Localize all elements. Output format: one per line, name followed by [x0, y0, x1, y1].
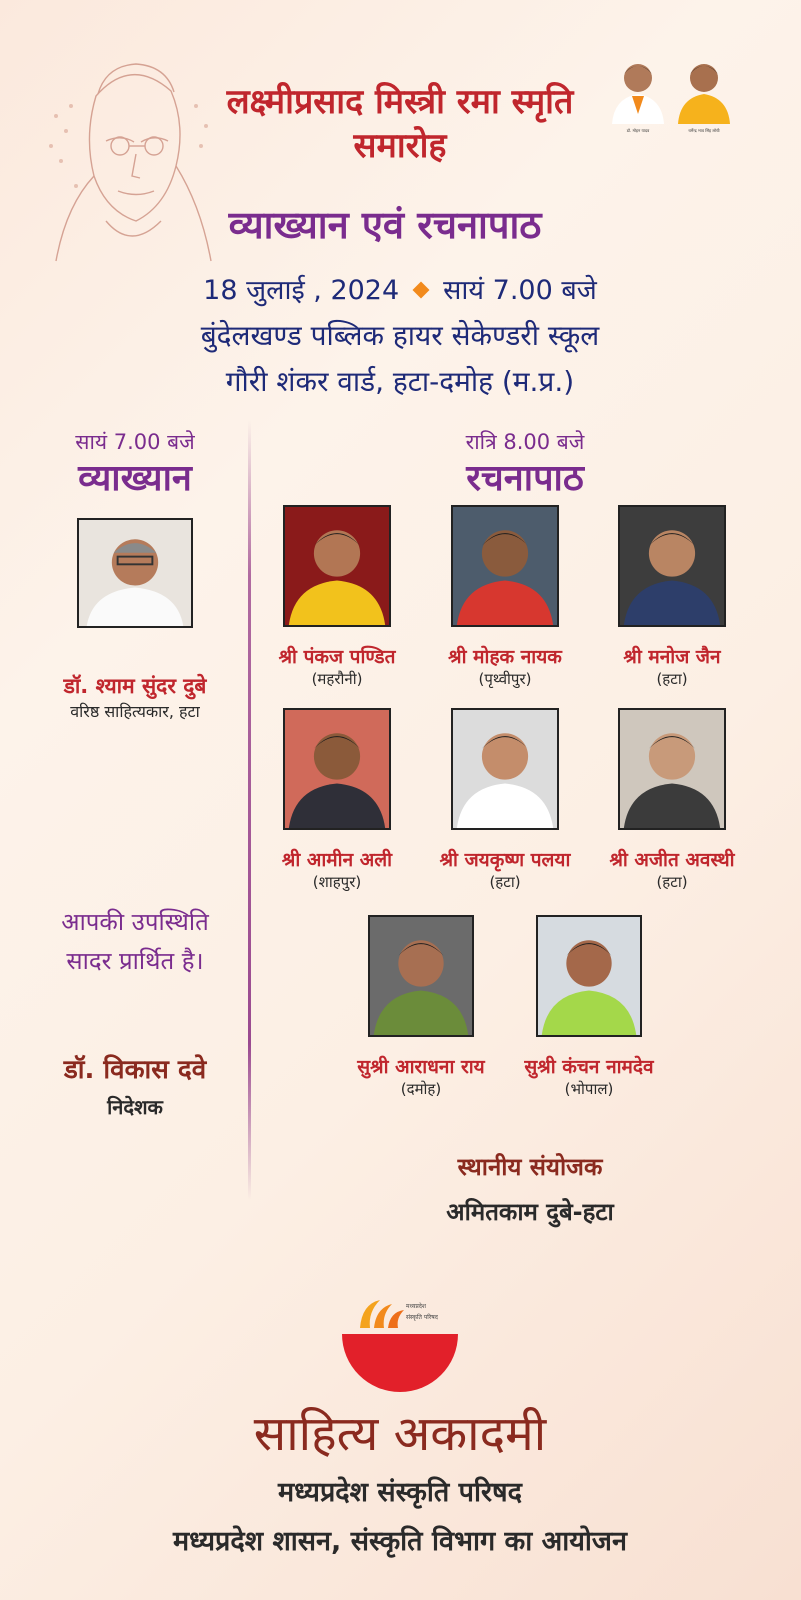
director-role: निदेशक: [107, 1095, 163, 1119]
date-time-line: [100, 270, 700, 307]
venue-line-2: गौरी शंकर वार्ड, हटा-दमोह (म.प्र.): [225, 365, 575, 398]
coordinator-heading: स्थानीय संयोजक: [457, 1153, 603, 1181]
poet-place: (महरौनी): [311, 670, 363, 688]
poet-name: सुश्री आराधना राय: [357, 1056, 485, 1078]
poet-name: सुश्री कंचन नामदेव: [524, 1056, 654, 1078]
poet-place: (हटा): [656, 873, 688, 891]
poet-place: (भोपाल): [564, 1080, 614, 1098]
council-name: मध्यप्रदेश संस्कृति परिषद: [277, 1477, 522, 1508]
recitation-heading: रचनापाठ: [466, 458, 584, 499]
poet-photo: [451, 708, 559, 830]
academy-logo: [340, 1298, 460, 1398]
invitation-line-2: सादर प्रार्थित है।: [66, 947, 204, 975]
lecture-heading: व्याख्यान: [78, 458, 192, 499]
recitation-time: रात्रि 8.00 बजे: [465, 430, 585, 454]
director-name: डॉ. विकास दवे: [63, 1055, 207, 1085]
poet-name: श्री अजीत अवस्थी: [609, 849, 735, 871]
invitation-line-1: आपकी उपस्थिति: [61, 908, 209, 936]
speaker-photo: [77, 518, 193, 628]
poet-place: (दमोह): [400, 1080, 442, 1098]
poet-name: श्री मोहक नायक: [448, 646, 562, 668]
poet-photo: [618, 505, 726, 627]
poet-name: श्री आमीन अली: [281, 849, 393, 871]
leader-photo-2: [672, 54, 736, 124]
poet-photo: [451, 505, 559, 627]
poet-photo: [283, 708, 391, 830]
logo-text-2: संस्कृति परिषद: [406, 1314, 438, 1321]
poet-photo: [536, 915, 642, 1037]
lecture-time: सायं 7.00 बजे: [75, 430, 195, 454]
poet-place: (पृथ्वीपुर): [478, 670, 532, 688]
leader-caption-2: धर्मेन्द्र भाव सिंह लोधी: [688, 128, 720, 133]
leader-caption-1: डॉ. मोहन यादव: [626, 128, 650, 133]
diamond-icon: [413, 282, 430, 299]
leader-photo-1: [606, 54, 670, 124]
poet-place: (शाहपुर): [312, 873, 362, 891]
speaker-role: वरिष्ठ साहित्यकार, हटा: [70, 702, 200, 721]
column-divider: [248, 420, 251, 1200]
event-time: सायं 7.00 बजे: [443, 275, 597, 306]
poet-name: श्री मनोज जैन: [623, 646, 721, 668]
poet-photo: [368, 915, 474, 1037]
poet-photo: [283, 505, 391, 627]
poet-photo: [618, 708, 726, 830]
event-subtitle: व्याख्यान एवं रचनापाठ: [228, 203, 542, 247]
logo-text-1: मध्यप्रदेश: [406, 1303, 427, 1310]
venue-line-1: बुंदेलखण्ड पब्लिक हायर सेकेण्डरी स्कूल: [200, 319, 600, 352]
poet-name: श्री जयकृष्ण पलया: [439, 849, 571, 871]
speaker-name: डॉ. श्याम सुंदर दुबे: [63, 674, 207, 698]
government-line: मध्यप्रदेश शासन, संस्कृति विभाग का आयोजन: [173, 1526, 627, 1557]
poet-place: (हटा): [656, 670, 688, 688]
coordinator-name: अमितकाम दुबे-हटा: [446, 1198, 614, 1226]
event-date: 18 जुलाई , 2024: [203, 275, 400, 306]
academy-name: साहित्य अकादमी: [253, 1406, 547, 1462]
poet-place: (हटा): [489, 873, 521, 891]
event-title: लक्ष्मीप्रसाद मिस्त्री रमा स्मृति समारोह: [226, 82, 574, 166]
poet-name: श्री पंकज पण्डित: [278, 646, 396, 668]
